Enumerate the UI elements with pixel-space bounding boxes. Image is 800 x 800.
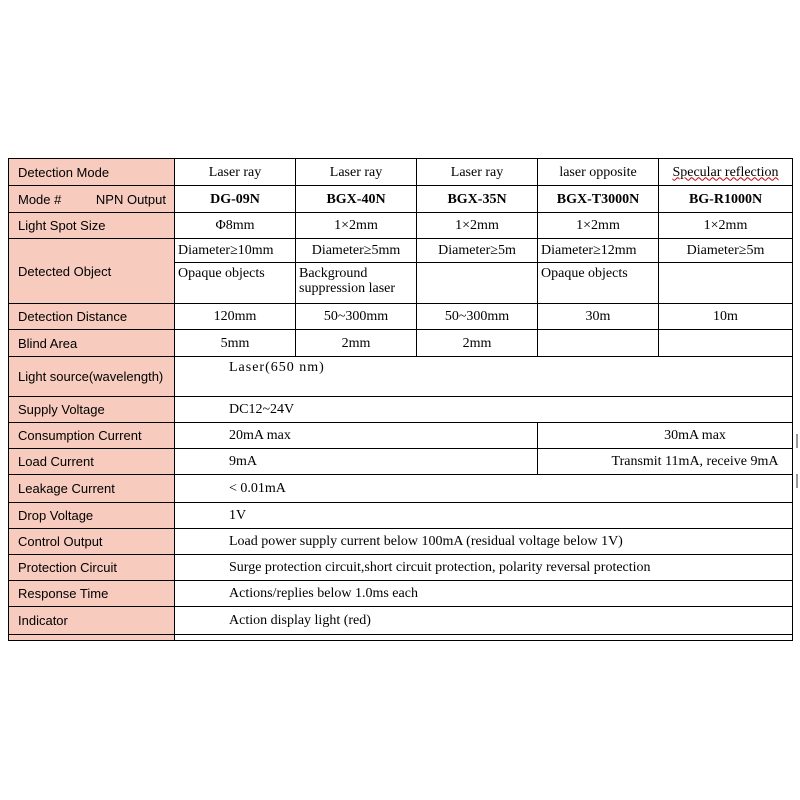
obj-5b bbox=[659, 263, 793, 304]
model-2: BGX-40N bbox=[296, 186, 417, 213]
blind-4 bbox=[538, 330, 659, 357]
cell-mode-5 bbox=[659, 159, 793, 186]
cell-mode-2: Laser ray bbox=[296, 159, 417, 186]
row-consumption-current bbox=[9, 423, 793, 449]
stub-label bbox=[9, 635, 175, 641]
model-3: BGX-35N bbox=[417, 186, 538, 213]
dist-1: 120mm bbox=[175, 304, 296, 330]
blind-2: 2mm bbox=[296, 330, 417, 357]
label-leakage-current: Leakage Current bbox=[9, 475, 175, 503]
label-drop-voltage: Drop Voltage bbox=[9, 503, 175, 529]
row-light-source bbox=[9, 357, 793, 397]
response-time-value: Actions/replies below 1.0ms each bbox=[175, 581, 793, 607]
blind-1: 5mm bbox=[175, 330, 296, 357]
obj-4b: Opaque objects bbox=[538, 263, 659, 304]
label-consumption-current: Consumption Current bbox=[9, 423, 175, 449]
page-edge-mark bbox=[796, 434, 798, 448]
row-detection-distance bbox=[9, 304, 793, 330]
dist-2: 50~300mm bbox=[296, 304, 417, 330]
consumption-b: 30mA max bbox=[538, 423, 793, 449]
label-detection-distance: Detection Distance bbox=[9, 304, 175, 330]
light-source-value: Laser(650 nm) bbox=[175, 357, 793, 397]
row-detection-mode bbox=[9, 159, 793, 186]
label-detected-object: Detected Object bbox=[9, 239, 175, 304]
leakage-value: < 0.01mA bbox=[175, 475, 793, 503]
obj-1a: Diameter≥10mm bbox=[175, 239, 296, 263]
obj-3b bbox=[417, 263, 538, 304]
row-stub bbox=[9, 635, 793, 641]
label-detection-mode: Detection Mode bbox=[9, 159, 175, 186]
row-response-time bbox=[9, 581, 793, 607]
dist-5: 10m bbox=[659, 304, 793, 330]
row-detected-object-1 bbox=[9, 239, 793, 263]
page-edge-mark bbox=[796, 474, 798, 488]
label-load-current: Load Current bbox=[9, 449, 175, 475]
blind-5 bbox=[659, 330, 793, 357]
cell-mode-3: Laser ray bbox=[417, 159, 538, 186]
spot-1: Φ8mm bbox=[175, 213, 296, 239]
drop-voltage-value: 1V bbox=[175, 503, 793, 529]
dist-3: 50~300mm bbox=[417, 304, 538, 330]
spellcheck-text: Specular reflection bbox=[672, 164, 779, 180]
model-1: DG-09N bbox=[175, 186, 296, 213]
consumption-a: 20mA max bbox=[175, 423, 538, 449]
label-model bbox=[9, 186, 175, 213]
control-output-value: Load power supply current below 100mA (residual voltage below 1V) bbox=[175, 529, 793, 555]
row-supply-voltage bbox=[9, 397, 793, 423]
supply-voltage-value: DC12~24V bbox=[175, 397, 793, 423]
label-light-spot: Light Spot Size bbox=[9, 213, 175, 239]
label-npn-output: NPN Output bbox=[95, 191, 166, 207]
load-a: 9mA bbox=[175, 449, 538, 475]
model-5: BG-R1000N bbox=[659, 186, 793, 213]
protection-circuit-value: Surge protection circuit,short circuit protection, polarity reversal protection bbox=[175, 555, 793, 581]
cell-mode-1: Laser ray bbox=[175, 159, 296, 186]
row-light-spot bbox=[9, 213, 793, 239]
spot-3: 1×2mm bbox=[417, 213, 538, 239]
label-blind-area: Blind Area bbox=[9, 330, 175, 357]
model-4: BGX-T3000N bbox=[538, 186, 659, 213]
spot-4: 1×2mm bbox=[538, 213, 659, 239]
row-load-current bbox=[9, 449, 793, 475]
load-b: Transmit 11mA, receive 9mA bbox=[538, 449, 793, 475]
label-response-time: Response Time bbox=[9, 581, 175, 607]
row-drop-voltage bbox=[9, 503, 793, 529]
row-control-output bbox=[9, 529, 793, 555]
spot-5: 1×2mm bbox=[659, 213, 793, 239]
cell-mode-4: laser opposite bbox=[538, 159, 659, 186]
obj-2a: Diameter≥5mm bbox=[296, 239, 417, 263]
row-model bbox=[9, 186, 793, 213]
spec-table bbox=[8, 158, 793, 641]
label-control-output: Control Output bbox=[9, 529, 175, 555]
label-supply-voltage: Supply Voltage bbox=[9, 397, 175, 423]
row-indicator bbox=[9, 607, 793, 635]
dist-4: 30m bbox=[538, 304, 659, 330]
row-leakage-current bbox=[9, 475, 793, 503]
obj-5a: Diameter≥5m bbox=[659, 239, 793, 263]
stub-value bbox=[175, 635, 793, 641]
obj-1b: Opaque objects bbox=[175, 263, 296, 304]
spot-2: 1×2mm bbox=[296, 213, 417, 239]
obj-2b: Background suppression laser bbox=[296, 263, 417, 304]
row-blind-area bbox=[9, 330, 793, 357]
indicator-value: Action display light (red) bbox=[175, 607, 793, 635]
row-protection-circuit bbox=[9, 555, 793, 581]
obj-4a: Diameter≥12mm bbox=[538, 239, 659, 263]
blind-3: 2mm bbox=[417, 330, 538, 357]
obj-3a: Diameter≥5m bbox=[417, 239, 538, 263]
label-indicator: Indicator bbox=[9, 607, 175, 635]
label-model-text: Mode # bbox=[18, 191, 62, 207]
label-light-source: Light source(wavelength) bbox=[9, 357, 175, 397]
label-protection-circuit: Protection Circuit bbox=[9, 555, 175, 581]
